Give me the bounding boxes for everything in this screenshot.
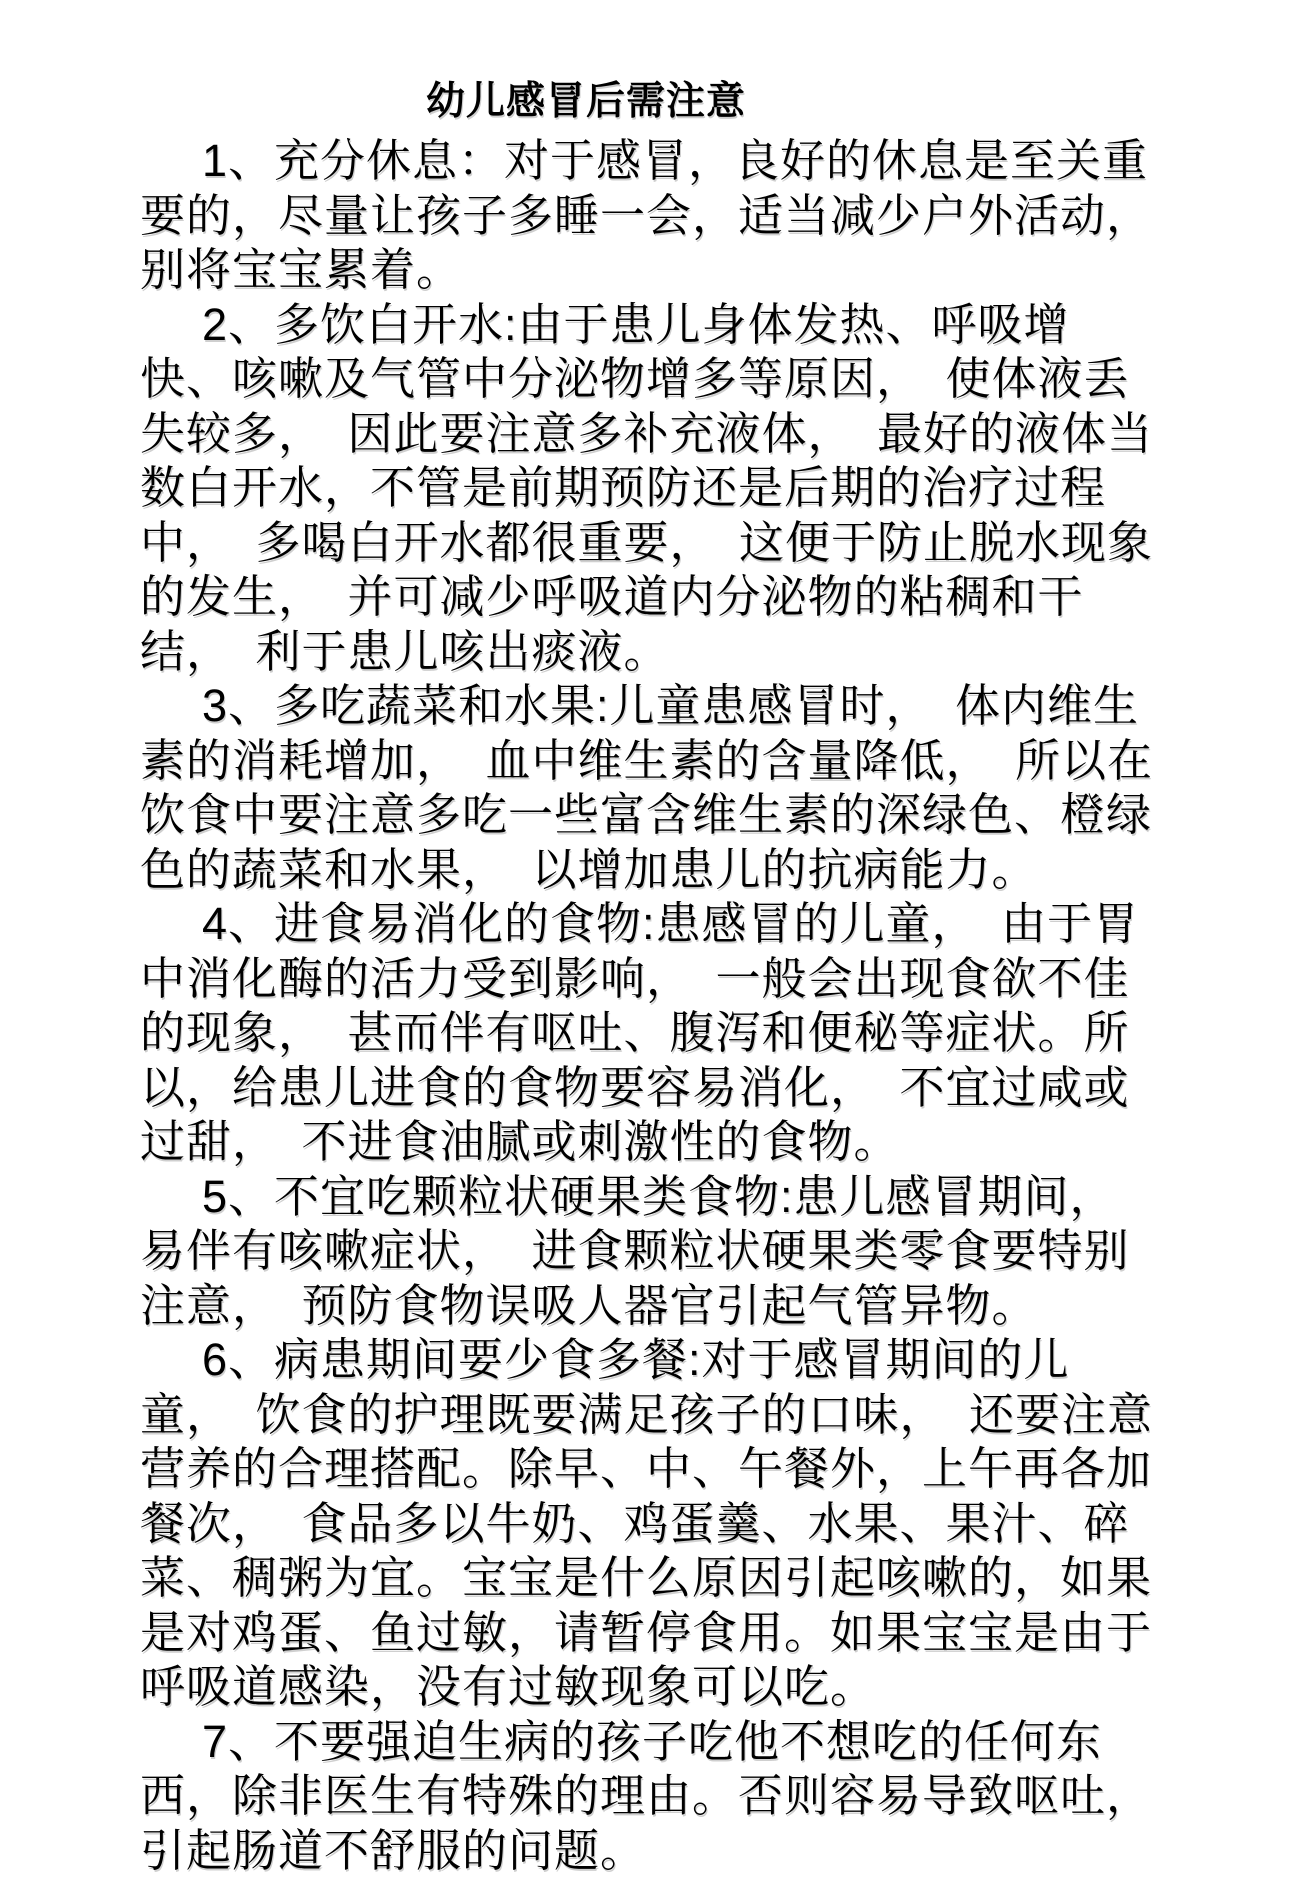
paragraph bbox=[140, 679, 1154, 897]
text-line: 4、进食易消化的食物:患感冒的儿童， 由于胃 bbox=[202, 898, 1140, 949]
text-line: 是对鸡蛋、鱼过敏，请暂停食用。如果宝宝是由于 bbox=[140, 1606, 1153, 1658]
text-line: 6、病患期间要少食多餐:对于感冒期间的儿 bbox=[202, 1334, 1070, 1385]
document-page bbox=[140, 70, 1154, 1878]
text-line: 注意， 预防食物误吸人器官引起气管异物。 bbox=[140, 1279, 1038, 1331]
text-line: 结， 利于患儿咳出痰液。 bbox=[140, 625, 670, 677]
text-line: 西，除非医生有特殊的理由。否则容易导致呕吐， bbox=[140, 1770, 1153, 1821]
text-line: 快、咳嗽及气管中分泌物增多等原因， 使体液丢 bbox=[140, 353, 1130, 404]
text-line: 别将宝宝累着。 bbox=[140, 244, 463, 295]
text-line: 7、不要强迫生病的孩子吃他不想吃的任何东 bbox=[202, 1715, 1103, 1767]
text-line: 数白开水，不管是前期预防还是后期的治疗过程 bbox=[140, 462, 1107, 513]
text-line: 中， 多喝白开水都很重要， 这便于防止脱水现象 bbox=[140, 516, 1154, 568]
text-line: 1、充分休息：对于感冒，良好的休息是至关重 bbox=[202, 135, 1149, 186]
text-line: 素的消耗增加， 血中维生素的含量降低， 所以在 bbox=[140, 734, 1154, 786]
text-line: 呼吸道感染，没有过敏现象可以吃。 bbox=[140, 1661, 877, 1712]
document-body bbox=[140, 134, 1154, 1878]
text-line: 要的，尽量让孩子多睡一会，适当减少户外活动， bbox=[140, 189, 1153, 241]
text-line: 过甜， 不进食油腻或刺激性的食物。 bbox=[140, 1116, 900, 1167]
text-line: 以，给患儿进食的食物要容易消化， 不宜过咸或 bbox=[140, 1061, 1130, 1113]
text-line: 2、多饮白开水:由于患儿身体发热、呼吸增 bbox=[202, 298, 1070, 350]
text-line: 易伴有咳嗽症状， 进食颗粒状硬果类零食要特别 bbox=[140, 1225, 1130, 1276]
paragraph bbox=[140, 897, 1140, 1170]
paragraph bbox=[140, 134, 1153, 298]
text-line: 饮食中要注意多吃一些富含维生素的深绿色、橙绿 bbox=[140, 789, 1153, 840]
text-line: 引起肠道不舒服的问题。 bbox=[140, 1824, 647, 1876]
paragraph bbox=[140, 1333, 1154, 1715]
text-line: 3、多吃蔬菜和水果:儿童患感冒时， 体内维生 bbox=[202, 680, 1140, 731]
document-title: 幼儿感冒后需注意 bbox=[425, 80, 746, 123]
text-line: 中消化酶的活力受到影响， 一般会出现食欲不佳 bbox=[140, 952, 1130, 1004]
text-line: 童， 饮食的护理既要满足孩子的口味， 还要注意 bbox=[140, 1388, 1154, 1440]
paragraph bbox=[140, 298, 1154, 680]
text-line: 失较多， 因此要注意多补充液体， 最好的液体当 bbox=[140, 407, 1154, 459]
text-line: 的发生， 并可减少呼吸道内分泌物的粘稠和干 bbox=[140, 571, 1084, 622]
text-line: 营养的合理搭配。除早、中、午餐外，上午再各加 bbox=[140, 1443, 1153, 1494]
text-line: 菜、稠粥为宜。宝宝是什么原因引起咳嗽的，如果 bbox=[140, 1552, 1153, 1603]
paragraph bbox=[140, 1170, 1140, 1334]
paragraph bbox=[140, 1715, 1153, 1879]
text-line: 餐次， 食品多以牛奶、鸡蛋羹、水果、果汁、碎 bbox=[140, 1497, 1130, 1549]
text-line: 色的蔬菜和水果， 以增加患儿的抗病能力。 bbox=[140, 843, 1038, 895]
text-line: 5、不宜吃颗粒状硬果类食物:患儿感冒期间， bbox=[202, 1170, 1116, 1222]
text-line: 的现象， 甚而伴有呕吐、腹泻和便秘等症状。所 bbox=[140, 1007, 1130, 1058]
